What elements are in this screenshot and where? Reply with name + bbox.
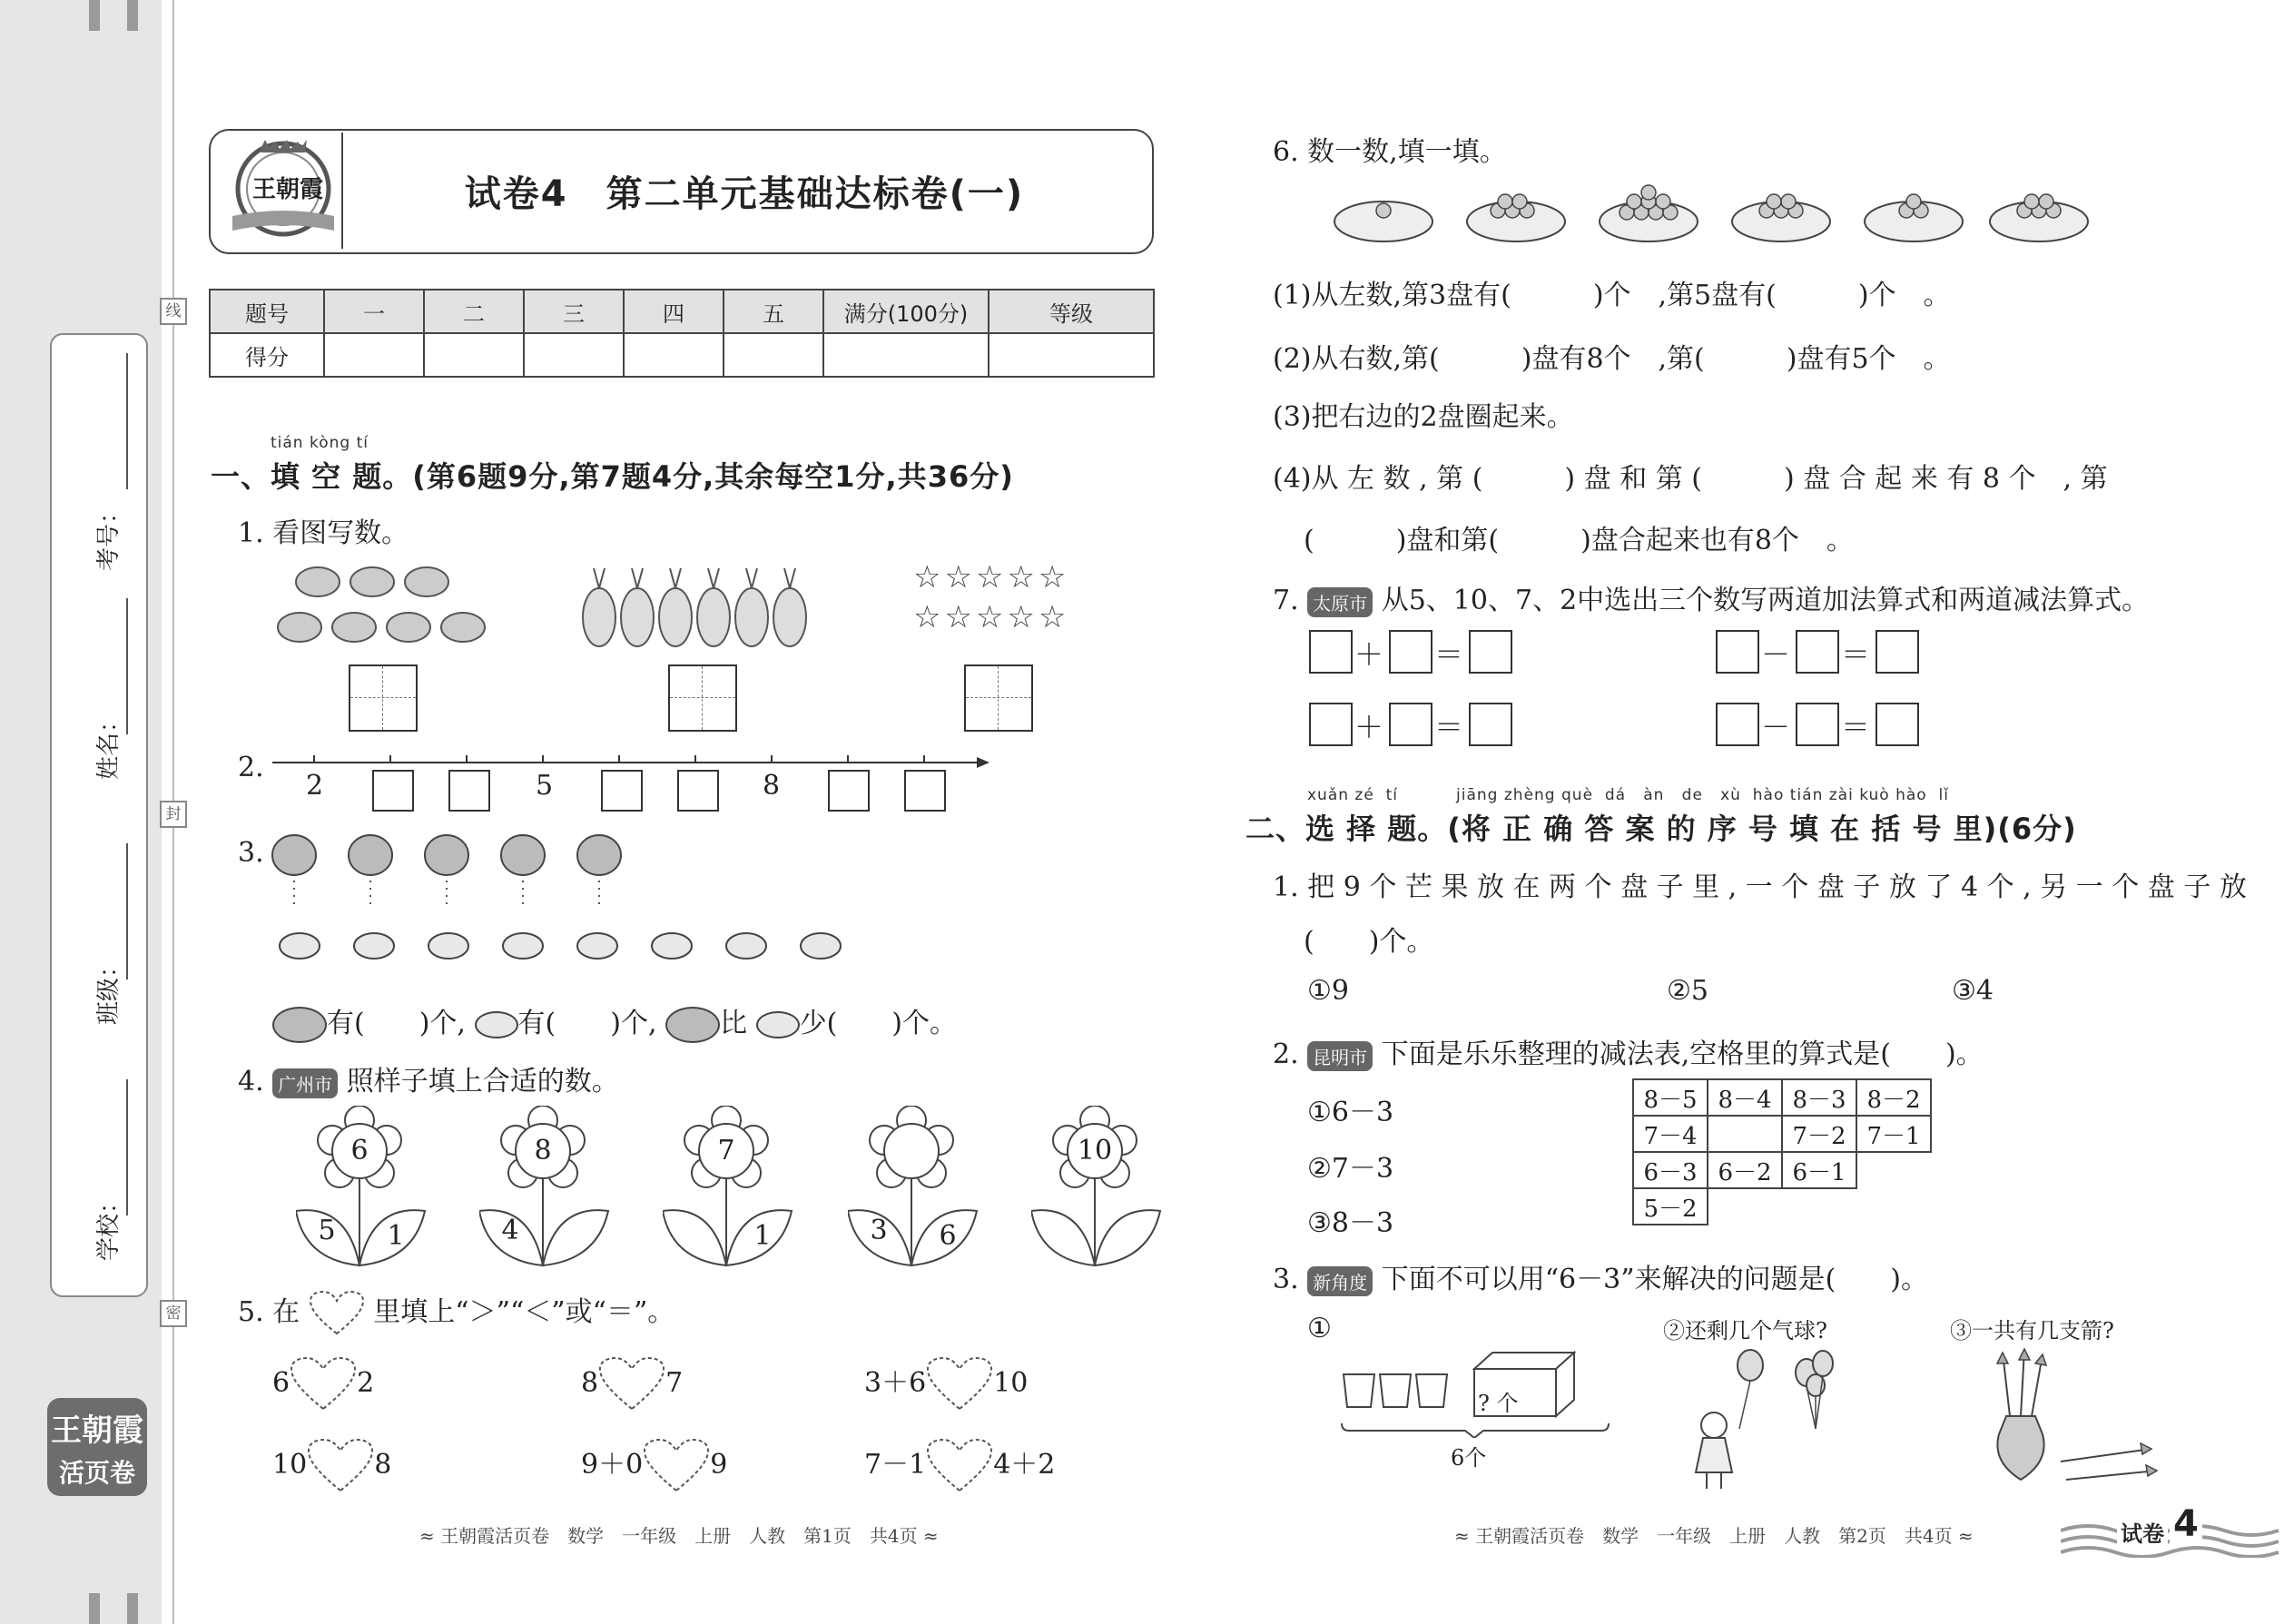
eggplant-icon [475, 1011, 518, 1038]
school-label: 学校： [95, 1189, 123, 1261]
compare-right: 10 [993, 1367, 1029, 1399]
equation-box[interactable] [1389, 630, 1433, 674]
empty-space [1856, 1152, 1931, 1188]
score-table [209, 289, 1155, 378]
q1-prompt: 1. 看图写数。 [238, 517, 409, 549]
table-row [1633, 1188, 1931, 1225]
number-line-box[interactable] [601, 770, 643, 812]
c3-prompt [1273, 1256, 1928, 1296]
flower-left-leaf-number: 4 [501, 1215, 519, 1246]
score-header-row [210, 290, 1154, 333]
flower-icon [663, 1106, 808, 1269]
q3-text: )个, [364, 1008, 466, 1039]
tomatoes-eggplants-picture [263, 828, 917, 973]
table-row [1633, 1079, 1931, 1116]
q4-prompt [238, 1058, 619, 1098]
equation-equals: ＝ [1841, 637, 1871, 672]
q4-label: 4. [238, 1066, 264, 1097]
equation-box[interactable] [1796, 630, 1839, 674]
compare-item [581, 1438, 727, 1494]
number-line-box[interactable] [904, 770, 946, 812]
heart-icon [309, 1290, 365, 1337]
tomato-icon [665, 1007, 720, 1043]
girl-balloons-picture [1679, 1347, 1843, 1492]
score-header: 题号 [210, 290, 324, 333]
equation-box[interactable] [1309, 630, 1353, 674]
c3-label: 3. [1273, 1264, 1299, 1295]
number-line-box[interactable] [677, 770, 719, 812]
binding-mark [89, 1593, 100, 1624]
score-header: 等级 [989, 290, 1154, 333]
c3-option-1[interactable]: ① [1307, 1313, 1332, 1344]
compare-right: 7 [665, 1367, 684, 1399]
plate-6 [1984, 178, 2093, 249]
flower-center-number: 6 [350, 1135, 369, 1166]
compare-item [272, 1356, 374, 1412]
stars-picture: ☆☆☆☆☆ ☆☆☆☆☆ [913, 559, 1070, 635]
q1-answer-box-2[interactable] [668, 664, 737, 732]
compare-right: 4＋2 [993, 1449, 1056, 1481]
q3-text: 少( [799, 1008, 838, 1039]
c1-option-3[interactable]: ③4 [1952, 975, 1994, 1007]
heart-answer-icon[interactable] [307, 1438, 374, 1494]
q5-prompt [238, 1289, 674, 1337]
compare-left: 3＋6 [864, 1367, 927, 1399]
empty-space [1856, 1188, 1931, 1225]
flower-1 [296, 1106, 441, 1269]
equation-box[interactable] [1716, 630, 1759, 674]
c2-label: 2. [1273, 1038, 1299, 1070]
score-header: 满分(100分) [823, 290, 989, 333]
compare-right: 8 [374, 1449, 392, 1481]
score-cell[interactable] [324, 333, 424, 377]
compare-item [581, 1356, 683, 1412]
c3-total-label: 6个 [1451, 1445, 1487, 1471]
flower-left-leaf-number: 5 [318, 1215, 336, 1246]
equation-equals: ＝ [1434, 637, 1464, 672]
compare-item [272, 1438, 391, 1494]
number-line-box[interactable] [448, 770, 490, 812]
school-line[interactable] [126, 1079, 128, 1216]
equation-operator: ＋ [1354, 637, 1384, 672]
compare-left: 7－1 [864, 1449, 927, 1481]
score-header: 四 [624, 290, 724, 333]
equation-box[interactable] [1796, 703, 1839, 746]
q7-prompt [1273, 577, 2149, 617]
tomato-icon [272, 1007, 327, 1043]
plates-picture [1333, 178, 2050, 249]
compare-left: 6 [272, 1367, 290, 1399]
compare-left: 9＋0 [581, 1449, 644, 1481]
flower-center-number: 10 [1077, 1135, 1113, 1166]
equation-box[interactable] [1389, 703, 1433, 746]
equation-operator: ＋ [1354, 710, 1384, 744]
pineapples-picture [581, 563, 826, 654]
flower-3 [663, 1106, 808, 1269]
flower-right-leaf-number: 6 [939, 1220, 957, 1252]
flower-center-number: 7 [717, 1135, 735, 1166]
heart-answer-icon[interactable] [643, 1438, 710, 1494]
logo [225, 133, 341, 247]
binding-label-feng: 封 [160, 801, 187, 828]
binding-mark [89, 0, 100, 31]
score-cell[interactable] [823, 333, 989, 377]
header-divider [341, 133, 343, 249]
number-line-box[interactable] [828, 770, 870, 812]
table-cell: 8－4 [1708, 1079, 1782, 1116]
table-cell: 6－1 [1782, 1152, 1856, 1188]
compare-item [864, 1356, 1028, 1412]
heart-answer-icon[interactable] [290, 1356, 357, 1412]
compare-left: 8 [581, 1367, 599, 1399]
exam-number-label: 考号： [95, 499, 123, 571]
score-cell[interactable] [424, 333, 524, 377]
page-tag: 试卷 [2117, 1516, 2168, 1548]
q7-text: 从5、10、7、2中选出三个数写两道加法算式和两道减法算式。 [1381, 585, 2150, 616]
equation-box[interactable] [1876, 630, 1919, 674]
number-line-label: 5 [536, 770, 554, 802]
addition-equation [1309, 630, 1527, 674]
empty-space [1708, 1188, 1782, 1225]
addition-equation [1309, 703, 1527, 746]
subtraction-grid [1632, 1078, 1932, 1225]
left-footer: ≈ 王朝霞活页卷 数学 一年级 上册 人教 第1页 共4页 ≈ [419, 1525, 939, 1547]
name-line[interactable] [126, 598, 128, 734]
flower-4 [848, 1106, 993, 1269]
c3-option-2[interactable]: ②还剩几个气球? [1663, 1318, 1827, 1343]
table-row [1633, 1116, 1931, 1152]
table-cell: 7－1 [1856, 1116, 1931, 1152]
q1-answer-box-1[interactable] [349, 664, 418, 732]
table-cell: 8－3 [1782, 1079, 1856, 1116]
number-line-label: 8 [763, 770, 781, 802]
number-line-box[interactable] [372, 770, 414, 812]
q1-answer-box-3[interactable] [964, 664, 1033, 732]
exam-number-line[interactable] [126, 353, 128, 489]
table-cell: 8－5 [1633, 1079, 1708, 1116]
page-title: 试卷4 第二单元基础达标卷(一) [464, 173, 1025, 215]
name-label: 姓名： [95, 708, 123, 780]
table-cell: 6－3 [1633, 1152, 1708, 1188]
subtraction-equation [1716, 630, 1934, 674]
c2-region-tag: 昆明市 [1307, 1041, 1373, 1071]
c1-text-line1: 1. 把 9 个 芒 果 放 在 两 个 盘 子 里 , 一 个 盘 子 放 了 4 个 , 另 一 个 盘 子 放 [1273, 871, 2247, 903]
score-row [210, 333, 1154, 377]
heart-answer-icon[interactable] [926, 1438, 993, 1494]
compare-left: 10 [272, 1449, 308, 1481]
student-info-box [50, 333, 148, 1297]
binding-mark [127, 0, 138, 31]
logo-text: 王朝霞 [252, 176, 324, 203]
empty-space [1782, 1188, 1856, 1225]
heart-answer-icon[interactable] [598, 1356, 665, 1412]
compare-item [864, 1438, 1055, 1494]
brand-name: 王朝霞 [51, 1412, 143, 1449]
c2-prompt [1273, 1031, 1984, 1071]
binding-label-mi: 密 [160, 1300, 187, 1327]
q6-part4-line2: ( )盘和第( )盘合起来也有8个 。 [1304, 525, 1854, 556]
flower-2 [479, 1106, 625, 1269]
flower-icon [1031, 1106, 1177, 1269]
c3-box-label: ? 个 [1478, 1391, 1519, 1416]
equation-box[interactable] [1309, 703, 1353, 746]
c3-text: 下面不可以用“6－3”来解决的问题是( )。 [1381, 1264, 1928, 1295]
score-header: 五 [724, 290, 823, 333]
blank-cell[interactable] [1708, 1116, 1782, 1152]
score-header: 二 [424, 290, 524, 333]
c1-option-1[interactable]: ①9 [1307, 975, 1349, 1007]
binding-mark [127, 1593, 138, 1624]
c2-option-3[interactable]: ③8－3 [1307, 1207, 1394, 1239]
equation-box[interactable] [1876, 703, 1919, 746]
c1-option-2[interactable]: ②5 [1667, 975, 1708, 1007]
subtraction-equation [1716, 703, 1934, 746]
q3-text: 有( [327, 1008, 365, 1039]
score-cell[interactable] [989, 333, 1154, 377]
c1-text-line2: ( )个。 [1304, 926, 1434, 958]
page-number: 4 [2170, 1503, 2202, 1545]
flower-left-leaf-number: 3 [870, 1215, 888, 1246]
score-row-label: 得分 [210, 333, 324, 377]
table-cell: 8－2 [1856, 1079, 1931, 1116]
q5-text: 里填上“＞”“＜”或“＝”。 [373, 1296, 675, 1328]
compare-right: 9 [710, 1449, 728, 1481]
c2-option-2[interactable]: ②7－3 [1307, 1153, 1394, 1185]
class-label: 班级： [95, 953, 123, 1025]
flower-5 [1031, 1106, 1177, 1269]
equation-operator: － [1761, 637, 1791, 672]
class-line[interactable] [126, 843, 128, 979]
arrows-vase-picture [1979, 1343, 2161, 1498]
compare-right: 2 [357, 1367, 375, 1399]
q3-text: )个, [556, 1008, 657, 1039]
section1-title: 一、填 空 题。(第6题9分,第7题4分,其余每空1分,共36分) [211, 459, 1014, 494]
right-footer: ≈ 王朝霞活页卷 数学 一年级 上册 人教 第2页 共4页 ≈ [1454, 1525, 1974, 1547]
equation-equals: ＝ [1434, 710, 1464, 744]
flower-right-leaf-number: 1 [753, 1220, 772, 1252]
q6-prompt: 6. 数一数,填一填。 [1273, 136, 1507, 168]
brand-subtitle: 活页卷 [58, 1458, 135, 1488]
q6-part1: (1)从左数,第3盘有( )个 ,第5盘有( )个 。 [1273, 280, 1951, 311]
table-cell: 7－4 [1633, 1116, 1708, 1152]
score-cell[interactable] [524, 333, 624, 377]
eggplant-icon [756, 1011, 800, 1038]
flower-right-leaf-number: 1 [387, 1220, 405, 1252]
q3-label: 3. [238, 837, 264, 869]
c2-text: 下面是乐乐整理的减法表,空格里的算式是( )。 [1381, 1038, 1984, 1070]
q3-text: 比 [720, 1008, 748, 1039]
subtraction-table [1632, 1078, 1932, 1225]
number-line-label: 2 [306, 770, 324, 802]
binding-label-xian: 线 [160, 298, 187, 325]
table-cell: 5－2 [1633, 1188, 1708, 1225]
section2-pinyin: xuǎn zé tí jiāng zhèng què dá àn de xù hào tián zài kuò hào lǐ [1307, 786, 1949, 804]
q3-text: )个。 [837, 1008, 958, 1039]
q4-text: 照样子填上合适的数。 [346, 1066, 619, 1097]
equation-box[interactable] [1469, 630, 1512, 674]
q4-region-tag: 广州市 [272, 1068, 338, 1098]
q6-part4-line1: (4)从 左 数 , 第 ( ) 盘 和 第 ( ) 盘 合 起 来 有 8 个 , 第 [1273, 463, 2108, 495]
section1-pinyin: tián kòng tí [271, 434, 369, 452]
c3-region-tag: 新角度 [1307, 1266, 1373, 1296]
table-cell: 6－2 [1708, 1152, 1782, 1188]
score-header: 三 [524, 290, 624, 333]
q5-text: 5. 在 [238, 1296, 300, 1328]
equation-box[interactable] [1469, 703, 1512, 746]
q3-sentence [272, 1000, 957, 1043]
table-row [1633, 1152, 1931, 1188]
score-cell[interactable] [624, 333, 724, 377]
q7-region-tag: 太原市 [1307, 587, 1373, 617]
q2-label: 2. [238, 752, 264, 783]
equation-operator: － [1761, 710, 1791, 744]
score-cell[interactable] [724, 333, 823, 377]
flower-center-number: 8 [534, 1135, 552, 1166]
q6-part3: (3)把右边的2盘圈起来。 [1273, 401, 1574, 433]
equation-box[interactable] [1716, 703, 1759, 746]
section2-title: 二、选 择 题。(将 正 确 答 案 的 序 号 填 在 括 号 里)(6分) [1245, 812, 2077, 846]
q6-part2: (2)从右数,第( )盘有8个 ,第( )盘有5个 。 [1273, 343, 1951, 375]
c2-option-1[interactable]: ①6－3 [1307, 1097, 1394, 1128]
score-header: 一 [324, 290, 424, 333]
q3-text: 有( [517, 1008, 556, 1039]
q7-label: 7. [1273, 585, 1299, 616]
equation-equals: ＝ [1841, 710, 1871, 744]
cups-and-box-picture [1338, 1347, 1610, 1438]
table-cell: 7－2 [1782, 1116, 1856, 1152]
brand-badge [47, 1398, 147, 1496]
c3-option-3[interactable]: ③一共有几支箭? [1950, 1318, 2114, 1343]
heart-answer-icon[interactable] [926, 1356, 993, 1412]
strawberries-picture [272, 559, 508, 650]
